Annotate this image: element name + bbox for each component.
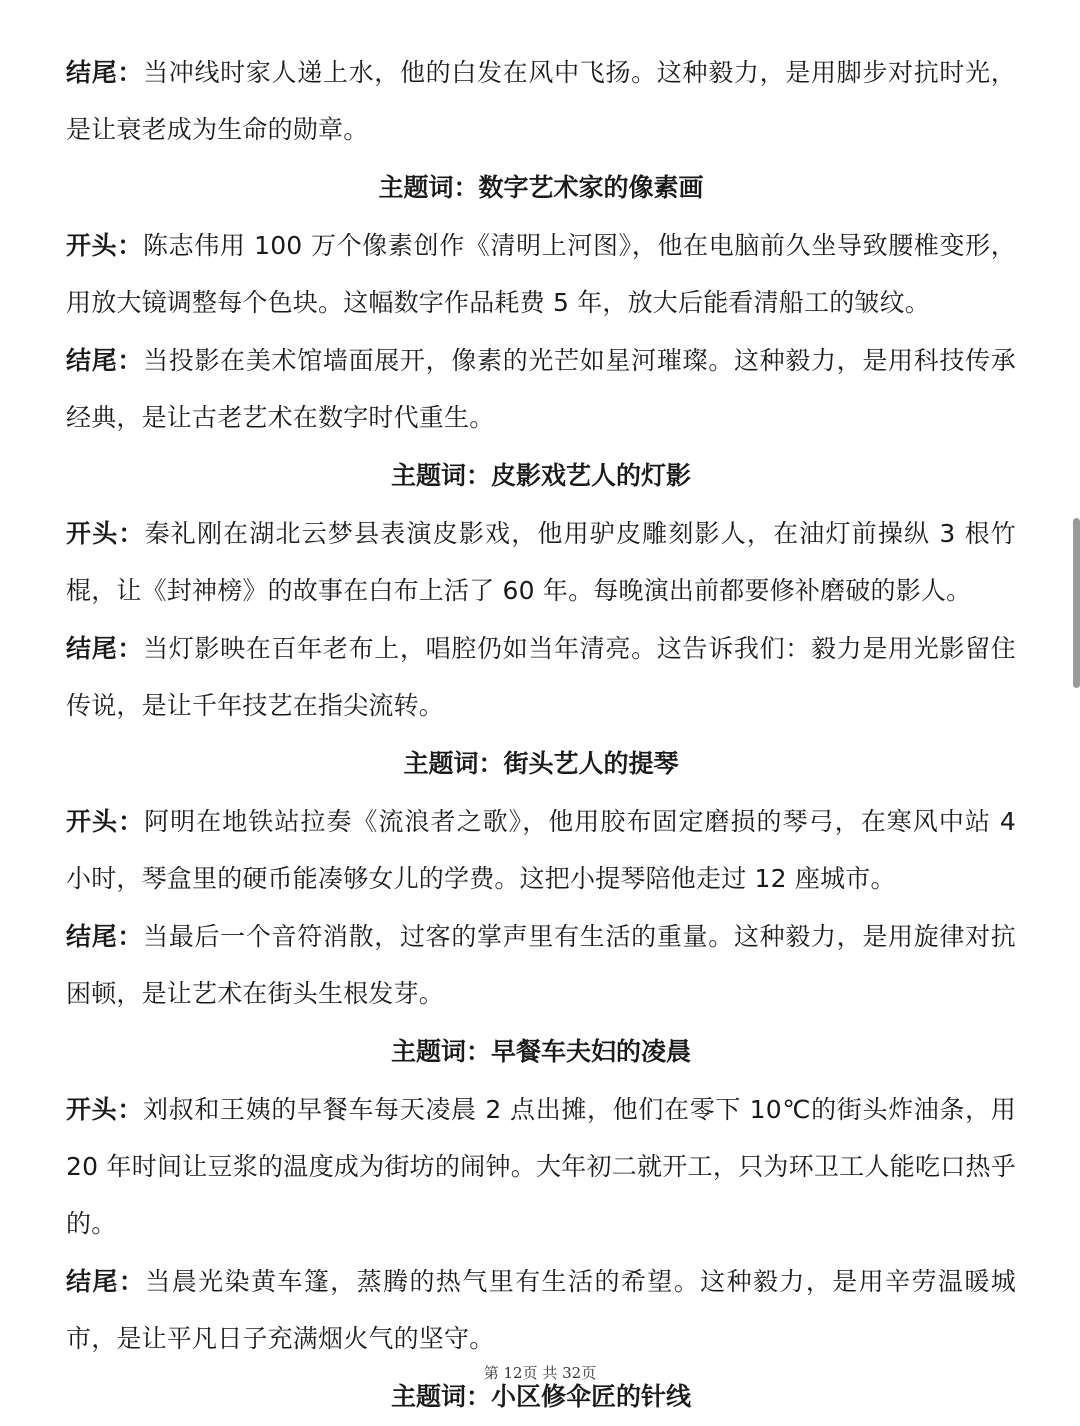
paragraph-label: 结尾： <box>66 346 144 375</box>
paragraph-label: 开头： <box>66 231 143 260</box>
paragraph-ending <box>66 908 1016 1022</box>
paragraph-text: 刘叔和王姨的早餐车每天凌晨 2 点出摊，他们在零下 10℃的街头炸油条，用 20 年时间让豆浆的温度成为街坊的闹钟。大年初二就开工，只为环卫工人能吃口热乎的。 <box>66 1095 1016 1238</box>
page-footer: 第 12页 共 32页 <box>483 1364 597 1382</box>
paragraph-text: 当晨光染黄车篷，蒸腾的热气里有生活的希望。这种毅力，是用辛劳温暖城市，是让平凡日子充满烟火气的坚守。 <box>66 1267 1016 1353</box>
paragraph-ending <box>66 620 1016 734</box>
vertical-scrollbar[interactable] <box>1073 518 1080 688</box>
paragraph-text: 阿明在地铁站拉奏《流浪者之歌》，他用胶布固定磨损的琴弓，在寒风中站 4 小时，琴盒里的硬币能凑够女儿的学费。这把小提琴陪他走过 12 座城市。 <box>66 807 1016 893</box>
paragraph-text: 当灯影映在百年老布上，唱腔仍如当年清亮。这告诉我们：毅力是用光影留住传说，是让千年技艺在指尖流转。 <box>66 634 1016 720</box>
paragraph-label: 结尾： <box>66 634 144 663</box>
paragraph-opening <box>66 793 1016 907</box>
paragraph-text: 陈志伟用 100 万个像素创作《清明上河图》，他在电脑前久坐导致腰椎变形，用放大镜调整每个色块。这幅数字作品耗费 5 年，放大后能看清船工的皱纹。 <box>66 231 1017 317</box>
paragraph-text: 秦礼刚在湖北云梦县表演皮影戏，他用驴皮雕刻影人，在油灯前操纵 3 根竹棍，让《封神榜》的故事在白布上活了 60 年。每晚演出前都要修补磨破的影人。 <box>66 519 1016 605</box>
section-heading: 主题词：早餐车夫妇的凌晨 <box>390 1037 691 1066</box>
paragraph-label: 开头： <box>66 807 145 836</box>
section-heading: 主题词：小区修伞匠的针线 <box>390 1382 691 1411</box>
paragraph-ending <box>66 332 1016 446</box>
section-heading: 主题词：街头艺人的提琴 <box>403 749 679 778</box>
paragraph-label: 开头： <box>66 519 145 548</box>
paragraph-opening <box>66 217 1016 331</box>
paragraph-text: 当冲线时家人递上水，他的白发在风中飞扬。这种毅力，是用脚步对抗时光，是让衰老成为生命的勋章。 <box>66 58 1016 144</box>
paragraph-ending <box>66 44 1016 158</box>
paragraph-opening <box>66 1081 1016 1252</box>
paragraph-label: 结尾： <box>66 922 144 951</box>
paragraph-label: 结尾： <box>66 58 144 87</box>
paragraph-ending <box>66 1253 1016 1367</box>
document-page <box>66 44 1016 1426</box>
section-heading: 主题词：数字艺术家的像素画 <box>378 173 704 202</box>
paragraph-opening <box>66 505 1016 619</box>
paragraph-label: 开头： <box>66 1095 144 1124</box>
paragraph-label: 结尾： <box>66 1267 146 1296</box>
paragraph-text: 当投影在美术馆墙面展开，像素的光芒如星河璀璨。这种毅力，是用科技传承经典，是让古老艺术在数字时代重生。 <box>66 346 1016 432</box>
paragraph-text: 当最后一个音符消散，过客的掌声里有生活的重量。这种毅力，是用旋律对抗困顿，是让艺术在街头生根发芽。 <box>66 922 1016 1008</box>
section-heading: 主题词：皮影戏艺人的灯影 <box>390 461 691 490</box>
